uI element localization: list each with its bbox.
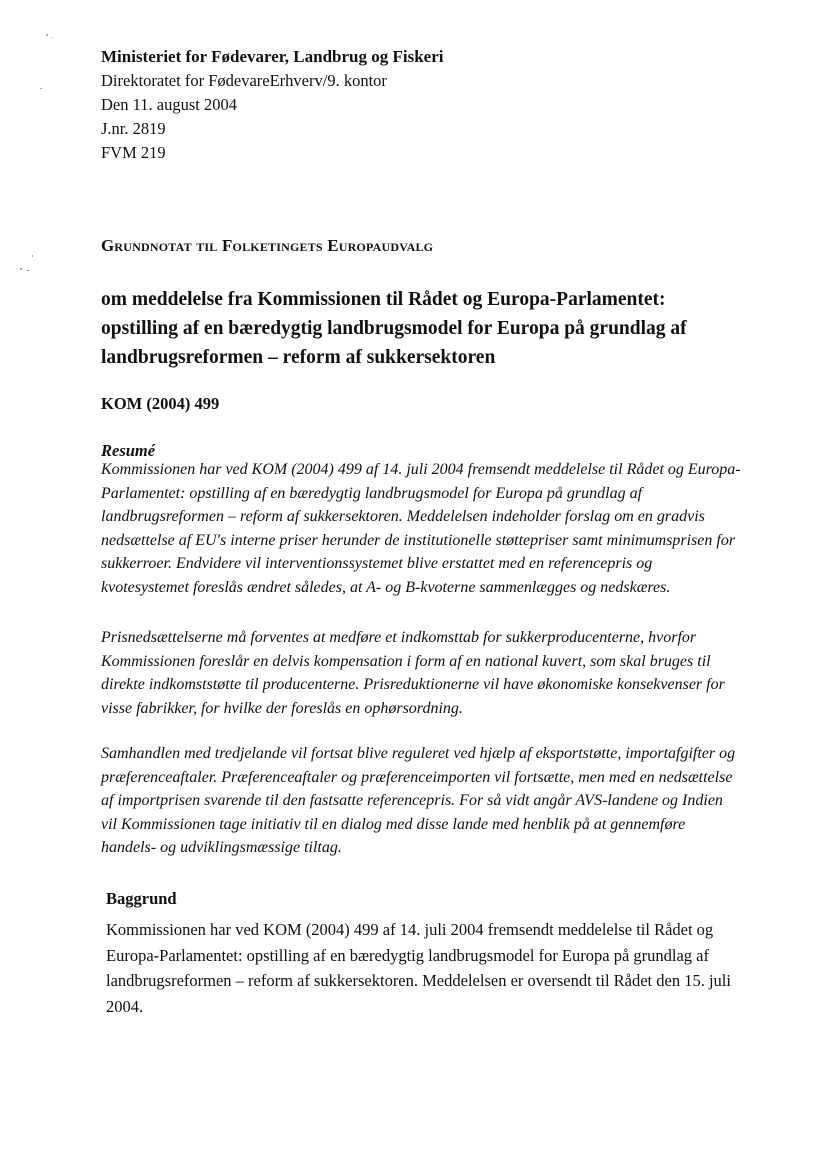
scan-speck bbox=[20, 268, 22, 270]
scan-speck bbox=[32, 255, 33, 257]
resume-paragraph: Kommissionen har ved KOM (2004) 499 af 14. juli 2004 fremsendt meddelelse til Rådet og Europa-Parlamentet: opstilling af en bæredygtig landbrugsmodel for Europa på grundlag af landbrugsreformen – reform af sukkersektoren. Meddelelsen indeholder forslag om en gradvis nedsættelse af EU's interne priser herunder de institutionelle støttepriser samt minimumsprisen for sukkerroer. Endvidere vil interventionssystemet blive erstattet med en referencepris og kvotesystemet foreslås ændret således, at A- og B-kvoterne sammenlægges og nedskæres. bbox=[101, 461, 741, 596]
letterhead bbox=[101, 45, 444, 165]
baggrund-paragraph: Kommissionen har ved KOM (2004) 499 af 14. juli 2004 fremsendt meddelelse til Rådet og Europa-Parlamentet: opstilling af en bæredygtig landbrugsmodel for Europa på grundlag af landbrugsreformen – reform af sukkersektoren. Meddelelsen er oversendt til Rådet den 15. juli 2004. bbox=[106, 920, 731, 1016]
scan-speck bbox=[26, 270, 29, 271]
directorate-name: Direktoratet for FødevareErhverv/9. kontor bbox=[101, 71, 387, 90]
reference-code: FVM 219 bbox=[101, 143, 166, 162]
resume-paragraph: Samhandlen med tredjelande vil fortsat blive reguleret ved hjælp af eksportstøtte, importafgifter og præferenceaftaler. Præferenceaftaler og præferenceimporten vil fortsætte, men med en nedsættelse af importprisen svarende til den fastsatte referencepris. For så vidt angår AVS-landene og Indien vil Kommissionen tage initiativ til en dialog med disse lande med henblik på at gennemføre handels- og udviklingsmæssige tiltag. bbox=[101, 745, 736, 857]
baggrund-heading: Baggrund bbox=[106, 889, 177, 908]
document-main-title: om meddelelse fra Kommissionen til Rådet og Europa-Parlamentet: opstilling af en bæredygtig landbrugsmodel for Europa på grundlag af landbrugsreformen – reform af sukkersektoren bbox=[101, 289, 687, 368]
resume-paragraph: Prisnedsættelserne må forventes at medføre et indkomsttab for sukkerproducenterne, hvorfor Kommissionen foreslår en delvis kompensation i form af en national kuvert, som skal bruges til direkte indkomststøtte til producenterne. Prisreduktionerne vil have økonomiske konsekvenser for visse fabrikker, for hvilke der foreslås en ophørsordning. bbox=[101, 629, 725, 717]
ministry-name: Ministeriet for Fødevarer, Landbrug og Fiskeri bbox=[101, 47, 444, 66]
scan-speck bbox=[46, 34, 48, 36]
scan-speck bbox=[40, 88, 42, 89]
resume-heading: Resumé bbox=[101, 441, 156, 460]
scan-speck bbox=[52, 37, 53, 38]
journal-number: J.nr. 2819 bbox=[101, 119, 166, 138]
kom-reference: KOM (2004) 499 bbox=[101, 394, 220, 413]
document-kind-title: Grundnotat til Folketingets Europaudvalg bbox=[101, 236, 434, 255]
document-date: Den 11. august 2004 bbox=[101, 95, 237, 114]
